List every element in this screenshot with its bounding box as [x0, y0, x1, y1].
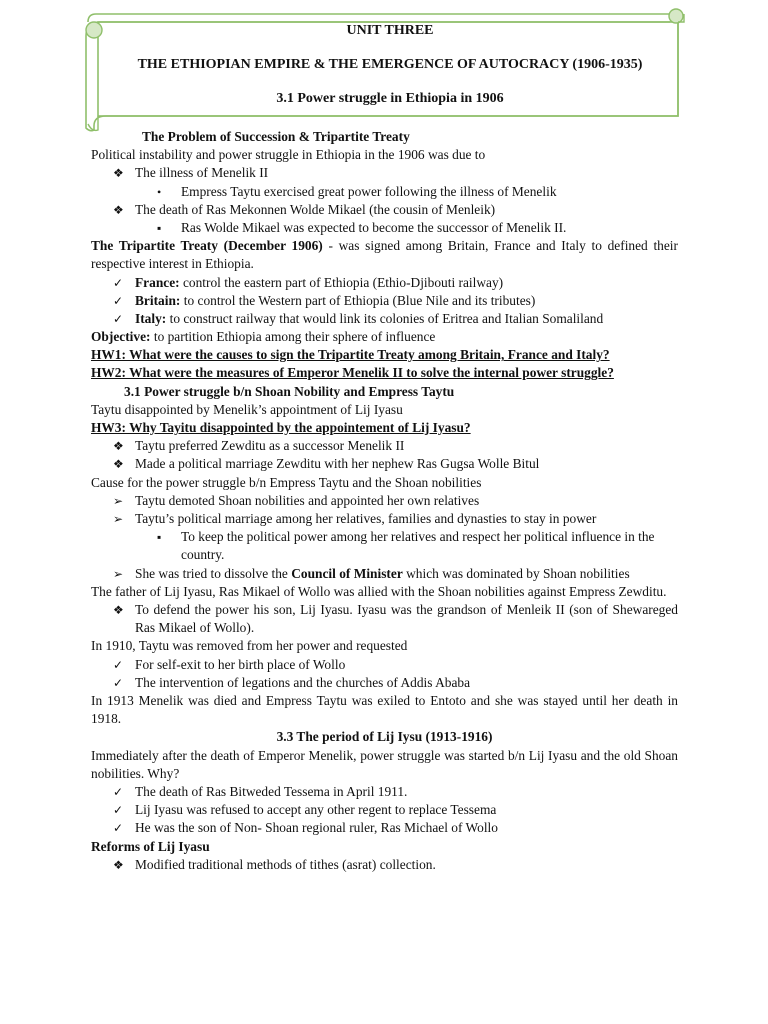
check-icon: ✓ [113, 293, 124, 308]
square-bullet-icon: ▪ [157, 220, 162, 235]
list-item: ❖ The death of Ras Mekonnen Wolde Mikael (the cousin of Menleik) [91, 201, 678, 219]
subheading-lij-iyasu: 3.3 The period of Lij Iysu (1913-1916) [276, 729, 493, 745]
paragraph-treaty: The Tripartite Treaty (December 1906) - was signed among Britain, France and Italy to defined their respective interest in Ethiopia. [91, 238, 678, 272]
diamond-bullet-icon: ❖ [113, 457, 124, 472]
paragraph: Immediately after the death of Emperor Menelik, power struggle was started b/n Lij Iyasu and the old Shoan nobilities. Why? [91, 747, 678, 781]
paragraph: Taytu disappointed by Menelik’s appointment of Lij Iyasu [91, 401, 403, 417]
subheading-succession: The Problem of Succession & Tripartite Treaty [142, 129, 410, 144]
list-item: ✓ He was the son of Non- Shoan regional ruler, Ras Michael of Wollo [91, 819, 678, 837]
list-item: • Empress Taytu exercised great power following the illness of Menelik [91, 183, 678, 201]
list-item: ❖ The illness of Menelik II [91, 164, 678, 182]
check-icon: ✓ [113, 821, 124, 836]
check-icon: ✓ [113, 803, 124, 818]
paragraph: Political instability and power struggle in Ethiopia in the 1906 was due to [91, 147, 486, 163]
homework-question: HW3: Why Tayitu disappointed by the appointement of Lij Iyasu? [91, 420, 471, 436]
list-item: ▪ Ras Wolde Mikael was expected to become the successor of Menelik II. [91, 219, 678, 237]
dot-bullet-icon: • [157, 184, 162, 199]
arrow-bullet-icon: ➢ [113, 566, 124, 581]
list-item: ➢ She was tried to dissolve the Council of Minister which was dominated by Shoan nobilities [91, 565, 678, 583]
subheading-reforms: Reforms of Lij Iyasu [91, 838, 210, 854]
homework-question: HW1: What were the causes to sign the Tripartite Treaty among Britain, France and Italy? [91, 347, 610, 363]
arrow-bullet-icon: ➢ [113, 493, 124, 508]
check-icon: ✓ [113, 657, 124, 672]
list-item: ▪ To keep the political power among her relatives and respect her political influence in the country. [157, 529, 655, 563]
list-item: ➢ Taytu’s political marriage among her relatives, families and dynasties to stay in power [91, 510, 678, 528]
list-item: ✓ Lij Iyasu was refused to accept any other regent to replace Tessema [91, 801, 678, 819]
list-item: ✓ France: control the eastern part of Ethiopia (Ethio-Djibouti railway) [91, 274, 678, 292]
list-item: ❖ Taytu preferred Zewditu as a successor Menelik II [91, 437, 678, 455]
list-item: ✓ Italy: to construct railway that would link its colonies of Eritrea and Italian Somaliland [91, 310, 678, 328]
check-icon: ✓ [113, 275, 124, 290]
list-item: ➢ Taytu demoted Shoan nobilities and appointed her own relatives [91, 492, 678, 510]
check-icon: ✓ [113, 311, 124, 326]
diamond-bullet-icon: ❖ [113, 857, 124, 872]
paragraph-objective: Objective: to partition Ethiopia among their sphere of influence [91, 329, 436, 345]
section-title: 3.1 Power struggle in Ethiopia in 1906 [276, 91, 504, 106]
document-body [91, 128, 678, 874]
list-item: ✓ Britain: to control the Western part of Ethiopia (Blue Nile and its tributes) [91, 292, 678, 310]
list-item: ✓ The intervention of legations and the churches of Addis Ababa [91, 674, 678, 692]
paragraph: In 1913 Menelik was died and Empress Taytu was exiled to Entoto and she was stayed until her death in 1918. [91, 692, 678, 727]
banner [100, 22, 680, 108]
diamond-bullet-icon: ❖ [113, 602, 124, 617]
subheading-power-struggle: 3.1 Power struggle b/n Shoan Nobility and Empress Taytu [124, 383, 455, 399]
diamond-bullet-icon: ❖ [113, 202, 124, 217]
list-item: ✓ The death of Ras Bitweded Tessema in April 1911. [91, 783, 678, 801]
paragraph: Cause for the power struggle b/n Empress Taytu and the Shoan nobilities [91, 474, 482, 490]
square-bullet-icon: ▪ [157, 530, 162, 545]
diamond-bullet-icon: ❖ [113, 166, 124, 181]
homework-question: HW2: What were the measures of Emperor Menelik II to solve the internal power struggle? [91, 365, 614, 381]
unit-title: THE ETHIOPIAN EMPIRE & THE EMERGENCE OF AUTOCRACY (1906-1935) [137, 57, 643, 72]
diamond-bullet-icon: ❖ [113, 439, 124, 454]
list-item: ❖ Modified traditional methods of tithes (asrat) collection. [91, 856, 678, 874]
list-item: ✓ For self-exit to her birth place of Wollo [91, 656, 678, 674]
arrow-bullet-icon: ➢ [113, 511, 124, 526]
paragraph: The father of Lij Iyasu, Ras Mikael of Wollo was allied with the Shoan nobilities against Empress Zewditu. [91, 583, 667, 599]
check-icon: ✓ [113, 675, 124, 690]
paragraph: In 1910, Taytu was removed from her power and requested [91, 638, 408, 654]
list-item: ❖ Made a political marriage Zewditu with her nephew Ras Gugsa Wolle Bitul [91, 455, 678, 473]
check-icon: ✓ [113, 784, 124, 799]
list-item: ❖ To defend the power his son, Lij Iyasu. Iyasu was the grandson of Menleik II (son of Shewareged Ras Mikael of Wollo). [113, 601, 678, 636]
unit-heading: UNIT THREE [346, 23, 434, 38]
